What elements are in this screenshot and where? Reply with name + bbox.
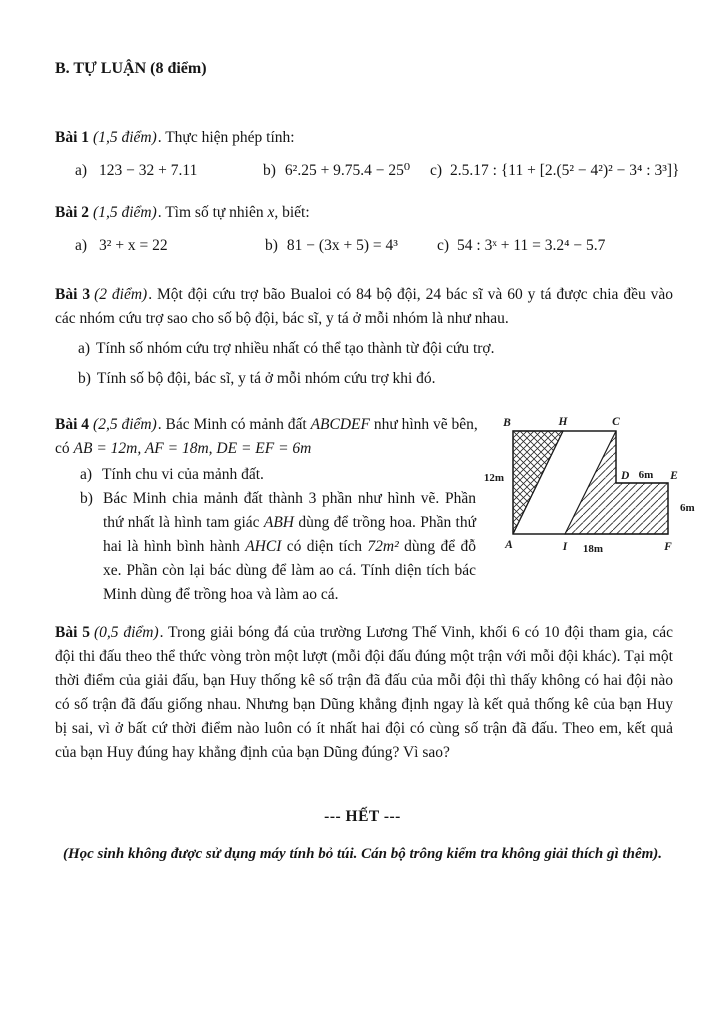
vertex-label-B: B xyxy=(503,417,511,429)
math-run: 72m² xyxy=(367,538,399,555)
item-text: Tính số nhóm cứu trợ nhiều nhất có thể tạo thành từ đội cứu trợ. xyxy=(96,340,495,357)
item-key: b) xyxy=(80,490,93,507)
bai5-label: Bài 5 xyxy=(55,624,90,641)
item-key: b) xyxy=(265,237,278,254)
bai1-heading xyxy=(55,126,295,150)
text-run: dùng để đỗ xe. Phần còn lại bác dùng để làm ao cá. Tính diện tích bác Minh dùng để trồng hoa và làm ao cá. xyxy=(103,538,476,603)
bai3-item-b xyxy=(78,367,436,391)
bai2-item-b xyxy=(265,234,398,258)
text-run: có diện tích xyxy=(281,538,368,555)
math-expression: 3² + x = 22 xyxy=(99,237,168,254)
bai4-intro-math: ABCDEF xyxy=(310,416,370,433)
vertex-label-C: C xyxy=(612,416,620,428)
bai1-label: Bài 1 xyxy=(55,129,90,146)
item-key: a) xyxy=(75,237,88,254)
bai1-item-c xyxy=(430,159,679,183)
dim-label-18m: 18m xyxy=(582,543,604,555)
math-run: ABH xyxy=(263,514,295,531)
vertex-label-E: E xyxy=(670,470,678,482)
bai4-heading-line1 xyxy=(55,413,478,437)
bai2-prompt-post: , biết: xyxy=(274,204,310,221)
vertex-label-A: A xyxy=(505,539,513,551)
bai2-item-c xyxy=(437,234,605,258)
text-run: Bác Minh chia mảnh đất thành 3 phần như hình vẽ. Phần thứ nhất là hình tam giác xyxy=(103,490,476,531)
math-expression: 2.5.17 : {11 + [2.(5² − 4²)² − 3⁴ : 3³]} xyxy=(450,162,680,179)
dim-label-6m-top: 6m xyxy=(638,469,654,481)
bai5-prompt: . Trong giải bóng đá của trường Lương Thế Vinh, khối 6 có 10 đội tham gia, các đội thi đấu theo thể thức vòng tròn một lượt (mỗi đội đấu đúng một trận với mỗi đội khác). Tại một thời điểm của giải đấu, bạn Huy thống kê số trận đã đấu của mỗi đội thì thấy không có hai đội nào có số trận đã đấu giống nhau. Nhưng bạn Dũng khẳng định ngay là kết quả thống kê của bạn Huy bị sai, vì ở bất cứ thời điểm nào luôn có ít nhất hai đội có cùng số trận đã đấu. Theo em, kết quả của bạn Huy đúng hay khẳng định của bạn Dũng đúng? Vì sao? xyxy=(55,624,674,761)
bai1-points: (1,5 điểm) xyxy=(93,129,157,146)
vertex-label-D: D xyxy=(621,470,630,482)
bai4-label: Bài 4 xyxy=(55,416,90,433)
bai2-prompt-var: x xyxy=(267,204,275,221)
bai2-points: (1,5 điểm) xyxy=(93,204,157,221)
bai3-heading xyxy=(55,283,673,331)
bai1-item-b xyxy=(263,159,410,183)
bai3-item-a xyxy=(78,337,495,361)
item-key: c) xyxy=(430,162,443,179)
bai3-points: (2 điểm) xyxy=(94,286,148,303)
vertex-label-H: H xyxy=(558,416,568,428)
bai2-item-a xyxy=(75,234,168,258)
vertex-label-F: F xyxy=(664,541,672,553)
bai5-points: (0,5 điểm) xyxy=(93,624,159,641)
bai4-intro: . Bác Minh có mảnh đất xyxy=(157,416,311,433)
bai1-item-a xyxy=(75,159,197,183)
exam-footnote: (Học sinh không được sử dụng máy tính bỏ túi. Cán bộ trông kiểm tra không giải thích gì thêm). xyxy=(62,846,663,862)
item-key: c) xyxy=(437,237,450,254)
dim-label-6m-right: 6m xyxy=(680,502,695,514)
bai3-prompt: . Một đội cứu trợ bão Bualoi có 84 bộ đội, 24 bác sĩ và 60 y tá được chia đều vào các nhóm cứu trợ sao cho số bộ đội, bác sĩ, y tá ở mỗi nhóm là như nhau. xyxy=(55,286,673,327)
section-title: B. TỰ LUẬN (8 điểm) xyxy=(55,60,207,77)
math-run: AHCI xyxy=(245,538,282,555)
bai2-prompt-pre: . Tìm số tự nhiên xyxy=(157,204,268,221)
text-run: dùng để trồng hoa. Phần thứ hai là hình bình hành xyxy=(103,514,476,555)
math-expression: 54 : 3ˣ + 11 = 3.2⁴ − 5.7 xyxy=(457,237,606,254)
bai5-paragraph xyxy=(55,621,673,765)
bai4-points: (2,5 điểm) xyxy=(93,416,157,433)
math-expression: 81 − (3x + 5) = 4³ xyxy=(286,237,398,254)
item-key: a) xyxy=(78,340,91,357)
bai3-label: Bài 3 xyxy=(55,286,91,303)
end-marker: --- HẾT --- xyxy=(324,808,401,825)
bai4-item-a xyxy=(80,463,264,487)
item-key: a) xyxy=(75,162,88,179)
bai4-heading-line2 xyxy=(55,437,311,461)
item-key: b) xyxy=(263,162,276,179)
bai4-intro-post: như hình vẽ bên, xyxy=(369,416,478,433)
bai1-prompt: . Thực hiện phép tính: xyxy=(157,129,295,146)
bai2-label: Bài 2 xyxy=(55,204,90,221)
dim-label-12m: 12m xyxy=(483,472,505,484)
item-key: b) xyxy=(78,370,91,387)
item-text: Tính số bộ đội, bác sĩ, y tá ở mỗi nhóm cứu trợ khi đó. xyxy=(96,370,436,387)
bai4-line2-pre: có xyxy=(55,440,74,457)
bai4-line2-math: AB = 12m, AF = 18m, DE = EF = 6m xyxy=(73,440,312,457)
vertex-label-I: I xyxy=(562,541,568,553)
bai2-heading xyxy=(55,201,310,225)
item-key: a) xyxy=(80,466,93,483)
land-plot-svg xyxy=(478,410,720,562)
item-text: Tính chu vi của mảnh đất. xyxy=(102,466,264,483)
math-expression: 123 − 32 + 7.11 xyxy=(99,162,198,179)
land-plot-figure xyxy=(478,410,720,562)
item-text xyxy=(103,487,476,607)
math-expression: 6².25 + 9.75.4 − 25⁰ xyxy=(284,162,411,179)
bai4-item-b xyxy=(80,487,476,607)
